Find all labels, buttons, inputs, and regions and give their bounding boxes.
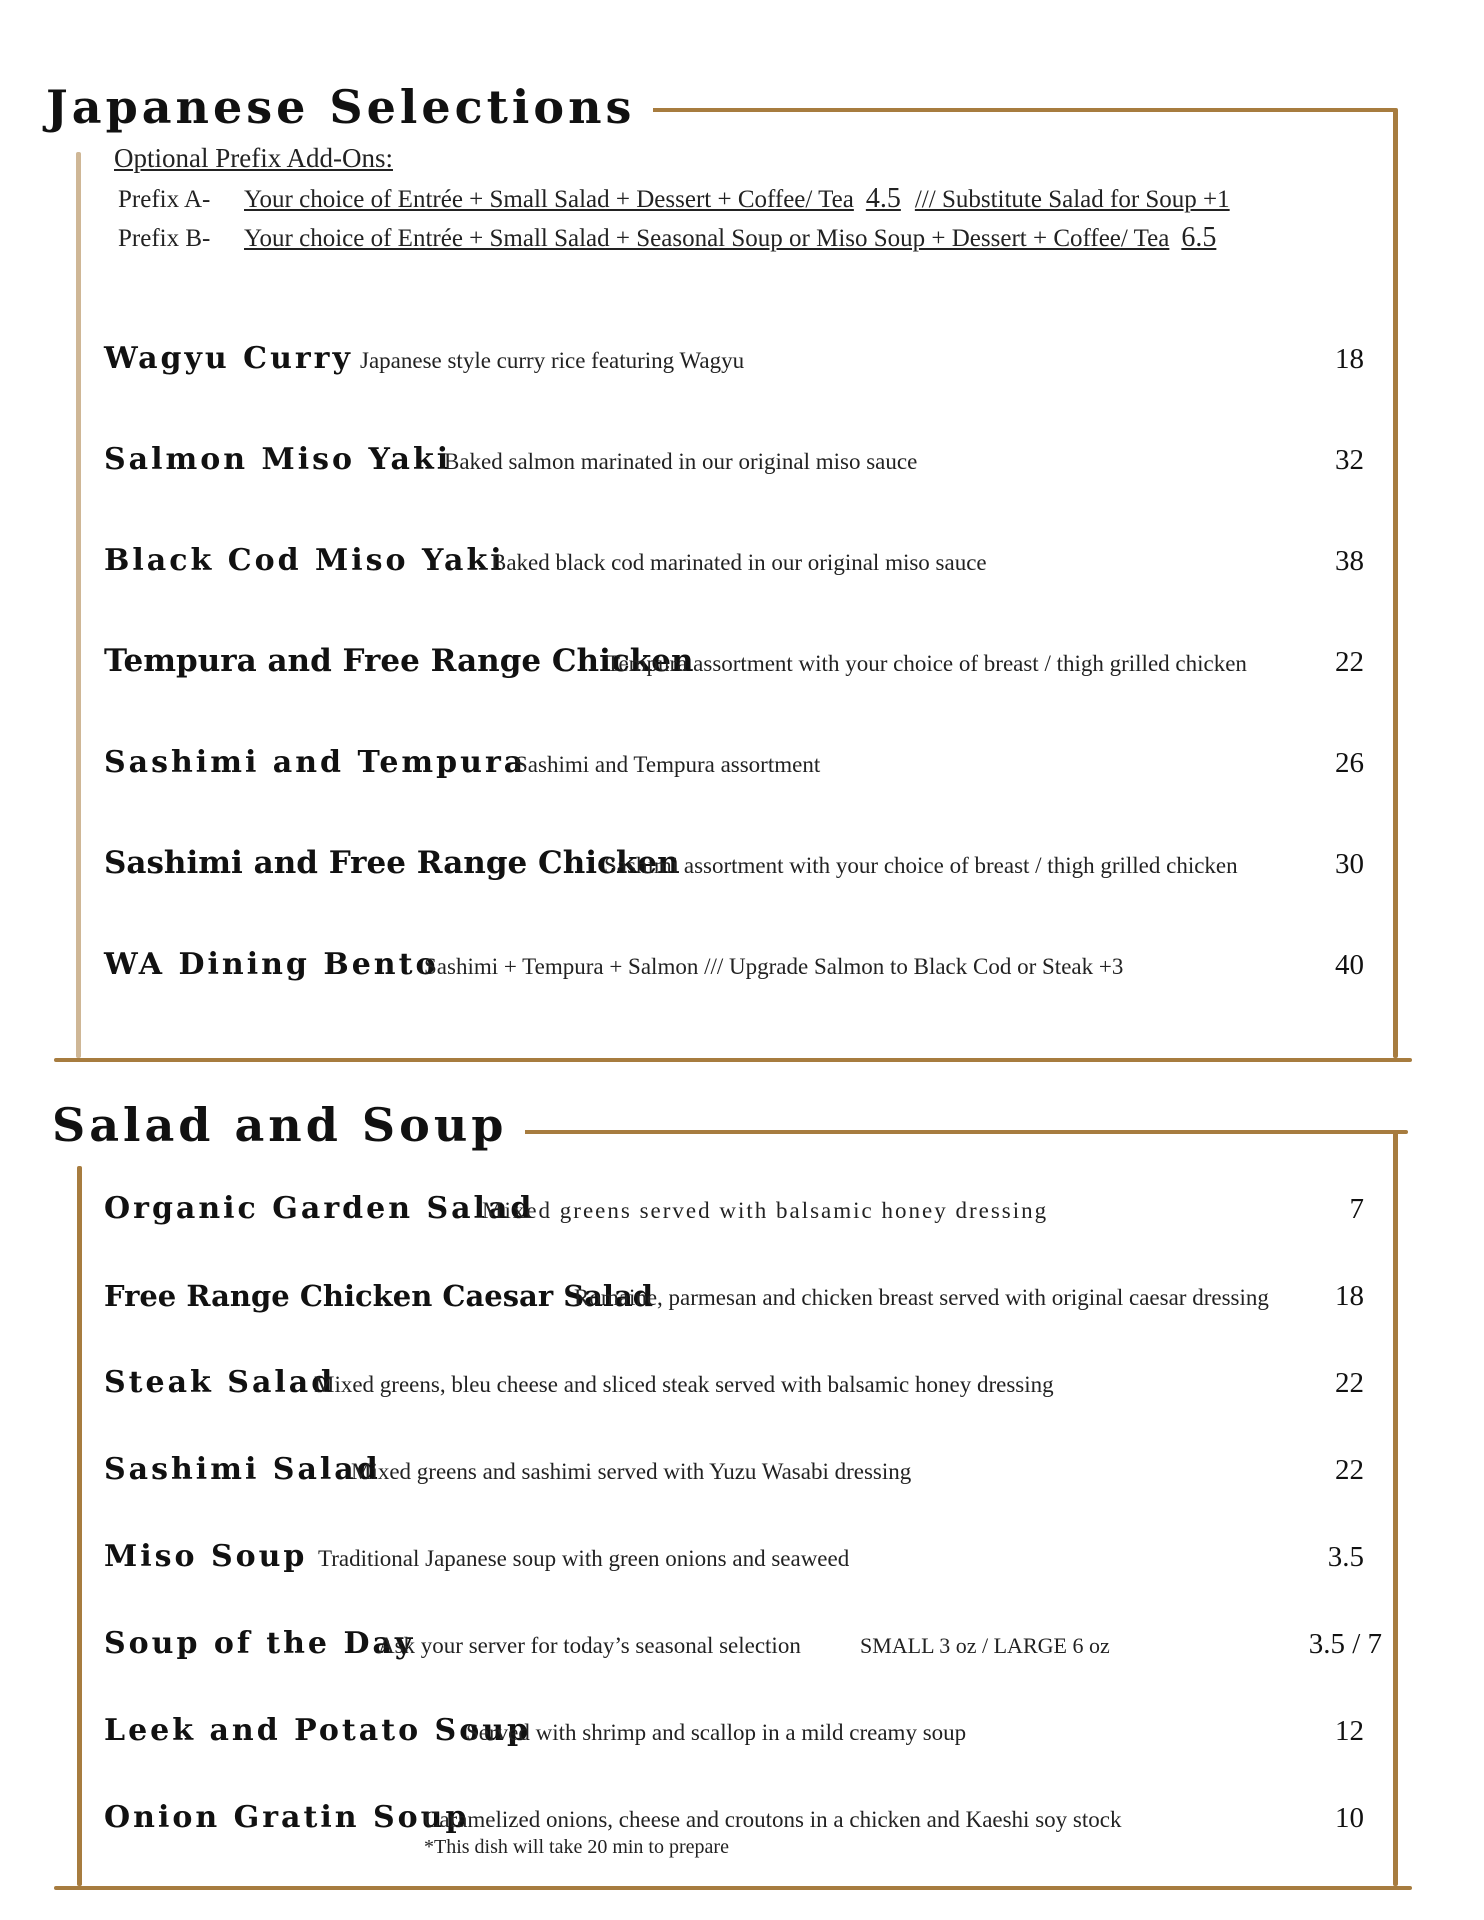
item-price: 10	[1335, 1802, 1364, 1834]
prefix-a-price: 4.5	[865, 183, 901, 214]
item-desc: Baked salmon marinated in our original miso sauce	[444, 449, 918, 474]
menu-item-chicken-caesar-salad	[104, 1277, 1402, 1317]
menu-item-wa-dining-bento	[104, 946, 1402, 986]
prefix-a-extra: /// Substitute Salad for Soup +1	[914, 186, 1230, 213]
item-name: Tempura and Free Range Chicken	[104, 643, 694, 679]
menu-item-wagyu-curry	[104, 340, 1402, 380]
menu-item-sashimi-salad	[104, 1451, 1402, 1491]
item-price: 40	[1335, 949, 1364, 981]
item-desc: Sashimi assortment with your choice of breast / thigh grilled chicken	[604, 853, 1238, 878]
item-name: Wagyu Curry	[104, 341, 353, 376]
menu-item-soup-of-the-day	[104, 1625, 1402, 1665]
prefix-b-line	[118, 222, 1230, 254]
prefix-a-label: Prefix A-	[118, 186, 211, 213]
frame-top-rule-2	[452, 1130, 1408, 1134]
item-desc: Romaine, parmesan and chicken breast served with original caesar dressing	[574, 1285, 1269, 1310]
frame-bottom-rule-2	[54, 1886, 1412, 1890]
frame-left-rule-1	[76, 152, 81, 1058]
item-name: Sashimi and Tempura	[104, 745, 527, 780]
section-title-japanese: Japanese Selections	[46, 84, 653, 130]
menu-item-sashimi-tempura	[104, 744, 1402, 784]
frame-bottom-rule-1	[54, 1058, 1412, 1062]
item-desc: Baked black cod marinated in our original miso sauce	[491, 550, 987, 575]
frame-top-rule-1	[548, 108, 1396, 112]
item-name: Organic Garden Salad	[104, 1191, 535, 1226]
item-price: 22	[1335, 1454, 1364, 1486]
item-desc: Mixed greens, bleu cheese and sliced steak served with balsamic honey dressing	[314, 1372, 1054, 1397]
item-desc: Mixed greens served with balsamic honey dressing	[482, 1198, 1049, 1223]
item-desc: Tempura assortment with your choice of breast / thigh grilled chicken	[606, 651, 1247, 676]
item-desc: Sashimi + Tempura + Salmon /// Upgrade Salmon to Black Cod or Steak +3	[424, 954, 1124, 979]
item-price: 30	[1335, 848, 1364, 880]
item-desc: Mixed greens and sashimi served with Yuzu Wasabi dressing	[351, 1459, 912, 1484]
frame-right-rule-1	[1393, 108, 1398, 1058]
item-price: 26	[1335, 747, 1364, 779]
item-name: Free Range Chicken Caesar Salad	[104, 1279, 654, 1313]
section-title-salad-soup: Salad and Soup	[52, 1102, 525, 1148]
prefix-a-line	[118, 183, 1230, 215]
item-price: 18	[1335, 1280, 1364, 1312]
item-price: 12	[1335, 1715, 1364, 1747]
menu-item-organic-garden-salad	[104, 1190, 1402, 1230]
item-name: Onion Gratin Soup	[104, 1800, 470, 1835]
prefix-b-desc: Your choice of Entrée + Small Salad + Seasonal Soup or Miso Soup + Dessert + Coffee/ Tea	[244, 225, 1170, 252]
menu-item-steak-salad	[104, 1364, 1402, 1404]
item-name: Leek and Potato Soup	[104, 1713, 532, 1748]
item-name: Salmon Miso Yaki	[104, 442, 452, 477]
prefix-heading: Optional Prefix Add-Ons:	[114, 143, 393, 173]
item-desc: Served with shrimp and scallop in a mild creamy soup	[466, 1720, 967, 1745]
menu-item-salmon-miso-yaki	[104, 441, 1402, 481]
frame-left-rule-2	[77, 1166, 82, 1886]
item-size-note: SMALL 3 oz / LARGE 6 oz	[860, 1633, 1110, 1658]
item-desc: Sashimi and Tempura assortment	[515, 752, 821, 777]
item-price: 7	[1349, 1193, 1364, 1225]
prefix-a-desc: Your choice of Entrée + Small Salad + Dessert + Coffee/ Tea	[244, 186, 854, 213]
frame-right-rule-2	[1393, 1130, 1398, 1886]
menu-item-sashimi-chicken	[104, 845, 1402, 885]
item-price: 3.5	[1327, 1541, 1364, 1573]
item-desc: Traditional Japanese soup with green onions and seaweed	[318, 1546, 850, 1571]
item-name: Sashimi Salad	[104, 1452, 381, 1487]
item-name: Sashimi and Free Range Chicken	[104, 845, 680, 881]
menu-item-onion-gratin-soup	[104, 1799, 1402, 1839]
item-name: Black Cod Miso Yaki	[104, 543, 505, 578]
item-name: Miso Soup	[104, 1539, 308, 1574]
item-price: 22	[1335, 646, 1364, 678]
item-price: 22	[1335, 1367, 1364, 1399]
menu-item-black-cod-miso-yaki	[104, 542, 1402, 582]
menu-item-leek-potato-soup	[104, 1712, 1402, 1752]
menu-item-miso-soup	[104, 1538, 1402, 1578]
prep-time-note: *This dish will take 20 min to prepare	[424, 1836, 729, 1858]
item-price: 3.5 / 7	[1308, 1628, 1382, 1660]
item-price: 38	[1335, 545, 1364, 577]
item-name: WA Dining Bento	[104, 947, 439, 982]
item-price: 18	[1335, 343, 1364, 375]
prefix-b-price: 6.5	[1181, 222, 1217, 253]
item-desc: Ask your server for today’s seasonal selection	[378, 1633, 801, 1658]
menu-item-tempura-chicken	[104, 643, 1402, 683]
item-desc: Caramelized onions, cheese and croutons in a chicken and Kaeshi soy stock	[424, 1807, 1122, 1832]
prefix-b-label: Prefix B-	[118, 225, 211, 252]
item-price: 32	[1335, 444, 1364, 476]
item-name: Steak Salad	[104, 1365, 336, 1400]
item-name: Soup of the Day	[104, 1626, 416, 1661]
item-desc: Japanese style curry rice featuring Wagyu	[360, 348, 745, 373]
